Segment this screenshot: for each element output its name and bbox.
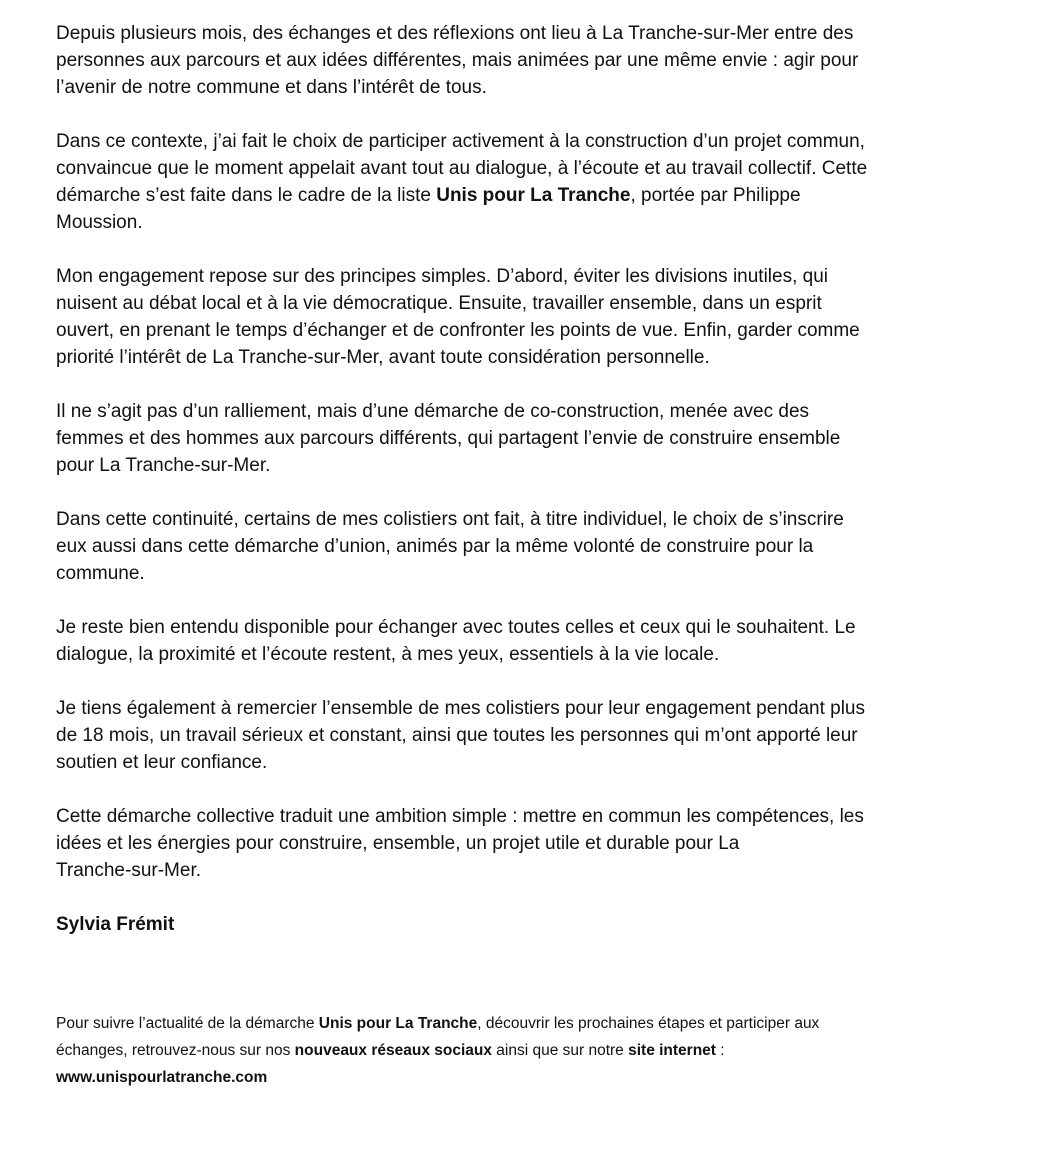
footer-note bbox=[56, 1010, 1008, 1091]
text-run: démarche s’est faite dans le cadre de la liste bbox=[56, 185, 437, 206]
text-run: , découvrir les prochaines étapes et participer aux bbox=[477, 1015, 820, 1032]
text-line bbox=[56, 182, 1008, 209]
paragraph bbox=[56, 506, 1008, 587]
social-networks-bold: nouveaux réseaux sociaux bbox=[294, 1042, 492, 1059]
text-line: eux aussi dans cette démarche d’union, animés par la même volonté de construire pour la bbox=[56, 536, 814, 557]
list-name-bold: Unis pour La Tranche bbox=[436, 185, 631, 206]
text-line: Depuis plusieurs mois, des échanges et des réflexions ont lieu à La Tranche-sur-Mer entre des bbox=[56, 23, 854, 44]
text-line: personnes aux parcours et aux idées différentes, mais animées par une même envie : agir pour bbox=[56, 50, 859, 71]
paragraph bbox=[56, 398, 1008, 479]
text-line: pour La Tranche-sur-Mer. bbox=[56, 455, 271, 476]
text-line: idées et les énergies pour construire, ensemble, un projet utile et durable pour La bbox=[56, 833, 740, 854]
text-run: Pour suivre l’actualité de la démarche bbox=[56, 1015, 319, 1032]
text-line: Dans ce contexte, j’ai fait le choix de participer activement à la construction d’un projet commun, bbox=[56, 131, 865, 152]
text-run: échanges, retrouvez-nous sur nos bbox=[56, 1042, 295, 1059]
text-line: Tranche-sur-Mer. bbox=[56, 860, 201, 881]
paragraph bbox=[56, 614, 1008, 668]
paragraph bbox=[56, 695, 1008, 776]
footer-line bbox=[56, 1010, 1008, 1037]
text-line: Je tiens également à remercier l’ensemble de mes colistiers pour leur engagement pendant plus bbox=[56, 698, 865, 719]
paragraph bbox=[56, 263, 1008, 371]
paragraph bbox=[56, 803, 1008, 884]
text-line: Cette démarche collective traduit une ambition simple : mettre en commun les compétences, les bbox=[56, 806, 864, 827]
list-name-bold: Unis pour La Tranche bbox=[318, 1015, 478, 1032]
text-line: Dans cette continuité, certains de mes colistiers ont fait, à titre individuel, le choix de s’inscrire bbox=[56, 509, 844, 530]
text-line: commune. bbox=[56, 563, 145, 584]
footer-line bbox=[56, 1037, 1008, 1064]
text-run: , portée par Philippe bbox=[630, 185, 801, 206]
text-line: nuisent au débat local et à la vie démocratique. Ensuite, travailler ensemble, dans un esprit bbox=[56, 293, 822, 314]
text-line: priorité l’intérêt de La Tranche-sur-Mer, avant toute considération personnelle. bbox=[56, 347, 710, 368]
text-line: Il ne s’agit pas d’un ralliement, mais d’une démarche de co-construction, menée avec des bbox=[56, 401, 810, 422]
signature bbox=[56, 911, 1008, 938]
site-internet-bold: site internet bbox=[628, 1042, 716, 1059]
signature-name: Sylvia Frémit bbox=[56, 914, 175, 935]
text-run: : bbox=[715, 1042, 725, 1059]
text-line: soutien et leur confiance. bbox=[56, 752, 268, 773]
text-run: ainsi que sur notre bbox=[491, 1042, 629, 1059]
text-line: Mon engagement repose sur des principes simples. D’abord, éviter les divisions inutiles, qui bbox=[56, 266, 828, 287]
text-line: Je reste bien entendu disponible pour échanger avec toutes celles et ceux qui le souhaitent. Le bbox=[56, 617, 856, 638]
text-line: de 18 mois, un travail sérieux et constant, ainsi que toutes les personnes qui m’ont apporté leur bbox=[56, 725, 858, 746]
text-line: dialogue, la proximité et l’écoute restent, à mes yeux, essentiels à la vie locale. bbox=[56, 644, 720, 665]
paragraph bbox=[56, 128, 1008, 236]
text-line: ouvert, en prenant le temps d’échanger et de confronter les points de vue. Enfin, garder comme bbox=[56, 320, 860, 341]
text-line: l’avenir de notre commune et dans l’intérêt de tous. bbox=[56, 77, 487, 98]
paragraph bbox=[56, 20, 1008, 101]
text-line: convaincue que le moment appelait avant tout au dialogue, à l’écoute et au travail collectif. Cette bbox=[56, 158, 868, 179]
text-line: Moussion. bbox=[56, 212, 143, 233]
website-url: www.unispourlatranche.com bbox=[56, 1069, 268, 1086]
text-line: femmes et des hommes aux parcours différents, qui partagent l’envie de construire ensemble bbox=[56, 428, 841, 449]
